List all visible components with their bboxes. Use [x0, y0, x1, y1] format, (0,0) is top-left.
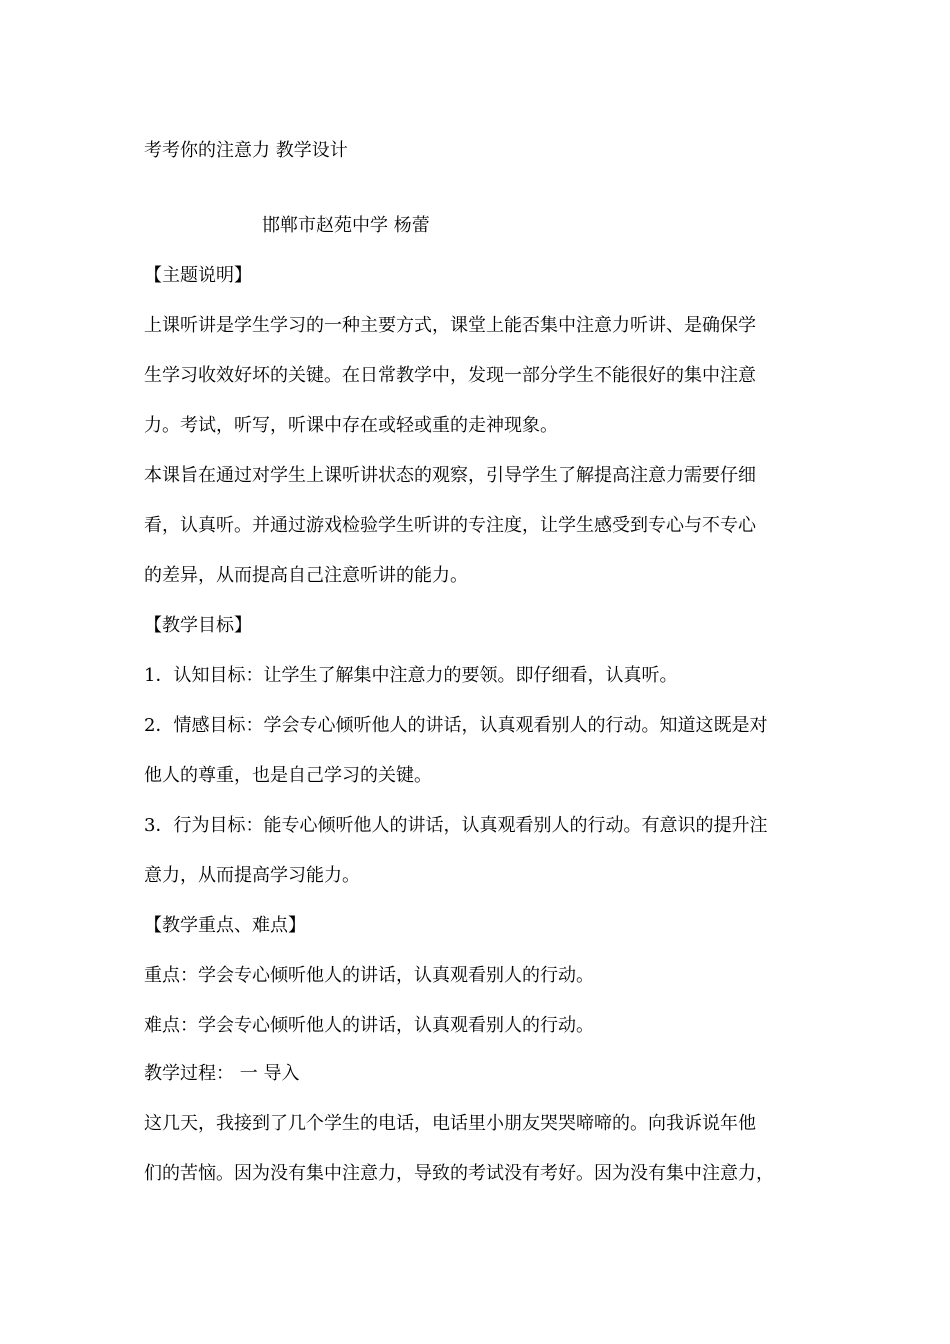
paragraph-line: 生学习收效好坏的关键。在日常教学中，发现一部分学生不能很好的集中注意	[144, 365, 756, 386]
goal-text-continued: 意力，从而提高学习能力。	[144, 865, 360, 886]
difficult-point: 难点：学会专心倾听他人的讲话，认真观看别人的行动。	[144, 1015, 594, 1036]
paragraph-line: 们的苦恼。因为没有集中注意力，导致的考试没有考好。因为没有集中注意力，	[144, 1163, 774, 1184]
paragraph-line: 上课听讲是学生学习的一种主要方式，课堂上能否集中注意力听讲、是确保学	[144, 315, 756, 336]
goal-item	[144, 664, 677, 688]
goal-item	[144, 814, 767, 838]
goal-text: 认知目标：让学生了解集中注意力的要领。即仔细看，认真听。	[173, 665, 678, 686]
teaching-process: 教学过程： 一 导入	[144, 1063, 300, 1084]
paragraph-line: 本课旨在通过对学生上课听讲状态的观察，引导学生了解提高注意力需要仔细	[144, 465, 756, 486]
goal-text: 行为目标：能专心倾听他人的讲话，认真观看别人的行动。有意识的提升注	[173, 815, 768, 836]
goal-number: 3．	[144, 815, 174, 836]
section-heading-theme: 【主题说明】	[144, 265, 252, 286]
paragraph-line: 力。考试，听写，听课中存在或轻或重的走神现象。	[144, 415, 558, 436]
goal-text-continued: 他人的尊重，也是自己学习的关键。	[144, 765, 432, 786]
goal-number: 1．	[144, 665, 174, 686]
goal-number: 2．	[144, 715, 174, 736]
key-point: 重点：学会专心倾听他人的讲话，认真观看别人的行动。	[144, 965, 594, 986]
author-line: 邯郸市赵苑中学 杨蕾	[262, 215, 430, 236]
goal-text: 情感目标：学会专心倾听他人的讲话，认真观看别人的行动。知道这既是对	[173, 715, 768, 736]
paragraph-line: 这几天，我接到了几个学生的电话，电话里小朋友哭哭啼啼的。向我诉说年他	[144, 1113, 756, 1134]
paragraph-line: 的差异，从而提高自己注意听讲的能力。	[144, 565, 468, 586]
document-title: 考考你的注意力 教学设计	[144, 140, 348, 161]
section-heading-goals: 【教学目标】	[144, 615, 252, 636]
section-heading-key-points: 【教学重点、难点】	[144, 915, 306, 936]
goal-item	[144, 714, 767, 738]
paragraph-line: 看，认真听。并通过游戏检验学生听讲的专注度，让学生感受到专心与不专心	[144, 515, 756, 536]
